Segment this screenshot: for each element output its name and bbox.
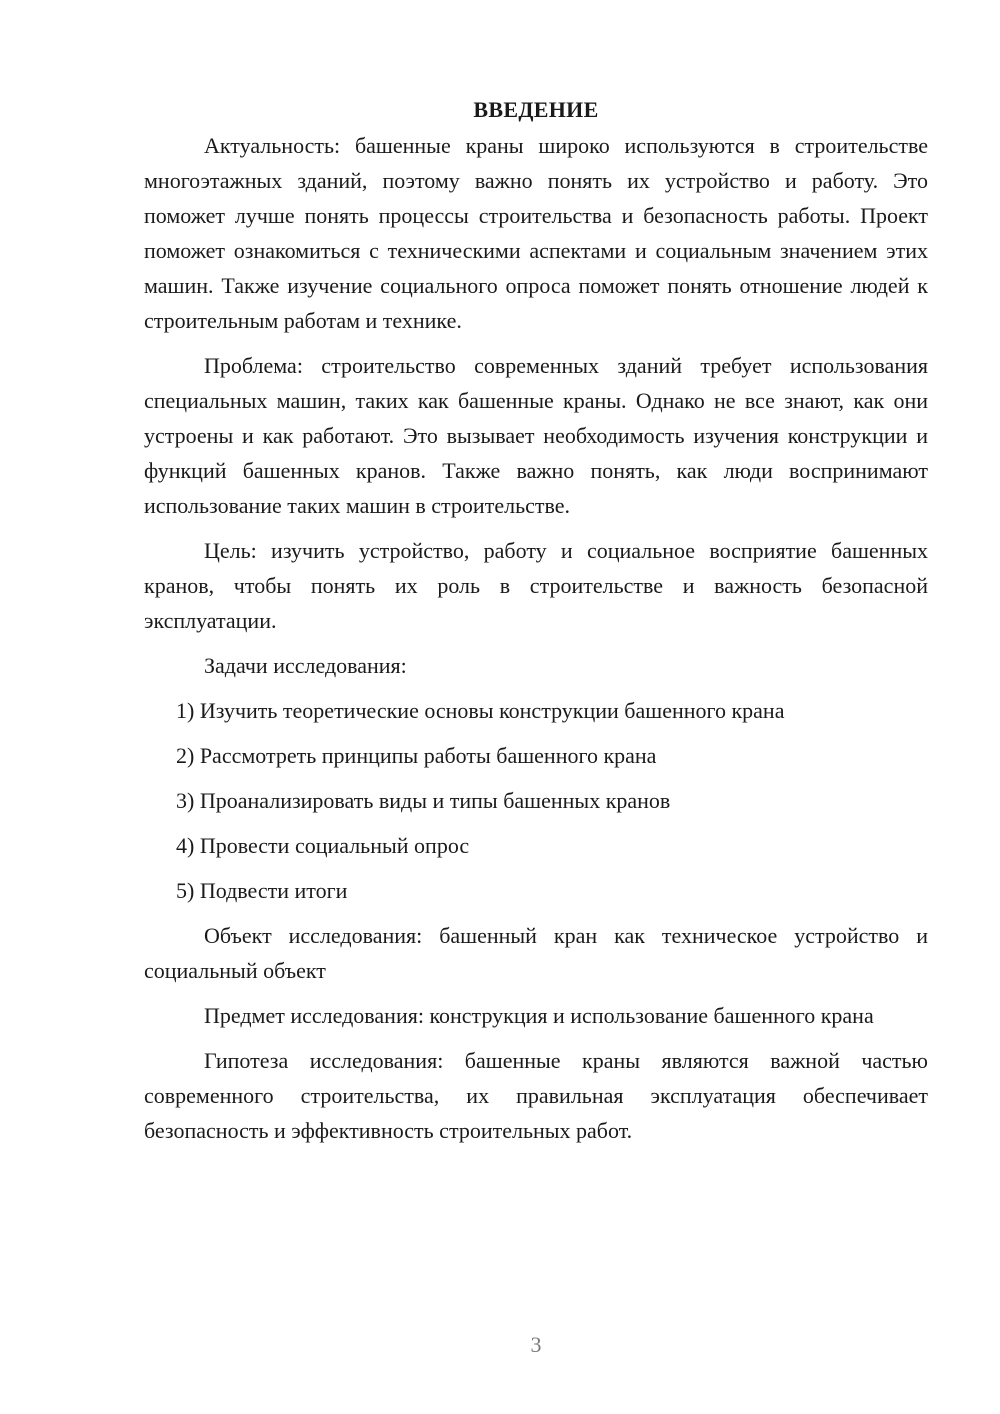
task-item: 2) Рассмотреть принципы работы башенного крана (176, 743, 657, 768)
relevance-paragraph: Актуальность: башенные краны широко используются в строительстве многоэтажных зданий, поэтому важно понять их устройство и работу. Это поможет лучше понять процессы строительства и безопасность работы. Проект поможет ознакомиться с техническими аспектами и социальным значением этих машин. Также изучение социального опроса поможет понять отношение людей к строительным работам и технике. (144, 133, 928, 333)
task-item: 5) Подвести итоги (176, 878, 348, 903)
document-page (144, 92, 928, 1148)
object-paragraph: Объект исследования: башенный кран как техническое устройство и социальный объект (144, 923, 928, 983)
task-item: 4) Провести социальный опрос (176, 833, 470, 858)
tasks-list (144, 693, 928, 908)
goal-paragraph: Цель: изучить устройство, работу и социальное восприятие башенных кранов, чтобы понять их роль в строительстве и важность безопасной эксплуатации. (144, 538, 928, 633)
page-number: 3 (530, 1332, 542, 1357)
subject-paragraph: Предмет исследования: конструкция и использование башенного крана (204, 1003, 874, 1028)
problem-paragraph: Проблема: строительство современных зданий требует использования специальных машин, таких как башенные краны. Однако не все знают, как они устроены и как работают. Это вызывает необходимость изучения конструкции и функций башенных кранов. Также важно понять, как люди воспринимают использование таких машин в строительстве. (144, 353, 928, 518)
hypothesis-paragraph: Гипотеза исследования: башенные краны являются важной частью современного строительства, их правильная эксплуатация обеспечивает безопасность и эффективность строительных работ. (144, 1048, 928, 1143)
section-title: ВВЕДЕНИЕ (473, 97, 599, 122)
tasks-heading: Задачи исследования: (204, 653, 407, 678)
task-item: 1) Изучить теоретические основы конструкции башенного крана (176, 698, 785, 723)
task-item: 3) Проанализировать виды и типы башенных кранов (176, 788, 671, 813)
